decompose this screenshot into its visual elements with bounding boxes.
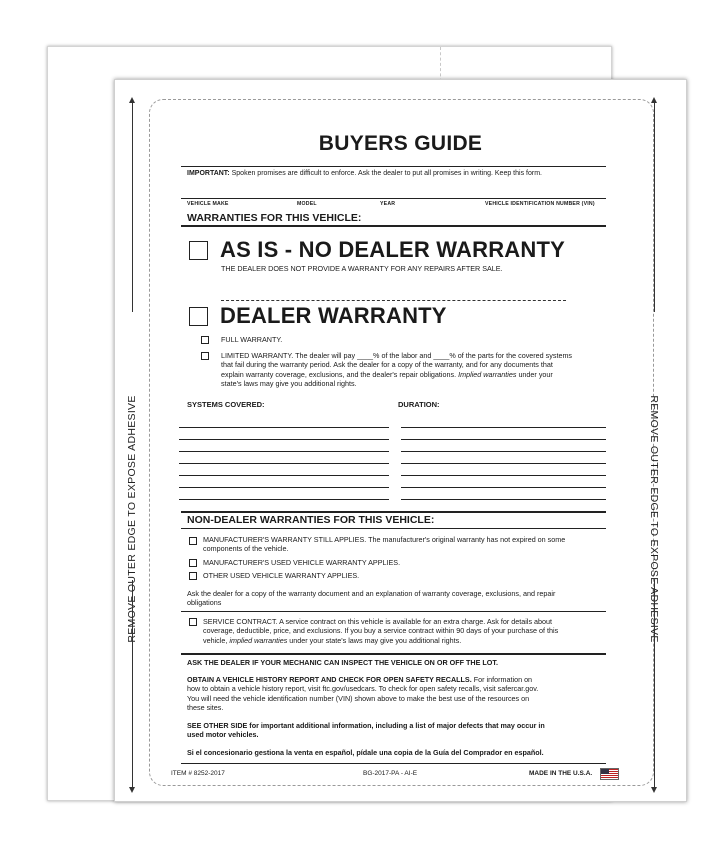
dealer-warranty-title: DEALER WARRANTY (220, 303, 447, 328)
history-line: You will need the vehicle identification number (VIN) shown above to make the best use of the resources on (187, 693, 530, 703)
important-label: IMPORTANT: (187, 170, 230, 177)
duration-line[interactable] (401, 499, 606, 500)
used-vehicle-warranty-text: MANUFACTURER'S USED VEHICLE WARRANTY APPLIES. (203, 558, 401, 567)
service-line: coverage, deductible, price, and exclusions. If you buy a service contract within 90 days of your purchase of this (203, 626, 559, 636)
as-is-subtitle: THE DEALER DOES NOT PROVIDE A WARRANTY FOR ANY REPAIRS AFTER SALE. (221, 264, 503, 273)
systems-line[interactable] (179, 499, 389, 500)
systems-line[interactable] (179, 463, 389, 464)
history-tail: For information on (473, 675, 533, 684)
systems-line[interactable] (179, 475, 389, 476)
divider (181, 528, 606, 529)
limited-line (221, 370, 621, 379)
form-code: BG-2017-PA - AI-E (363, 770, 418, 777)
service-line (203, 636, 608, 645)
implied-warranties-text: implied warranties (229, 635, 288, 645)
divider (181, 166, 606, 167)
divider (181, 763, 606, 764)
systems-line[interactable] (179, 439, 389, 440)
buyers-guide-sheet (114, 79, 687, 802)
duration-label: DURATION: (398, 400, 440, 409)
divider (181, 653, 606, 655)
limited-line: that fail during the warranty period. Ask the dealer for a copy of the warranty, and for any documents that (221, 360, 553, 370)
us-flag-icon (600, 768, 619, 780)
implied-warranties-text: Implied warranties (458, 369, 517, 379)
as-is-checkbox[interactable] (189, 241, 208, 260)
other-warranty-text: OTHER USED VEHICLE WARRANTY APPLIES. (203, 571, 360, 580)
divider (181, 511, 606, 513)
other-warranty-checkbox[interactable] (189, 572, 197, 580)
limited-warranty-checkbox[interactable] (201, 352, 209, 360)
duration-line[interactable] (401, 487, 606, 488)
as-is-title: AS IS - NO DEALER WARRANTY (220, 237, 565, 262)
warranties-heading: WARRANTIES FOR THIS VEHICLE: (187, 212, 362, 224)
arrow-down-icon (129, 787, 135, 793)
service-line: SERVICE CONTRACT. A service contract on this vehicle is available for an extra charge. Ask for details about (203, 617, 553, 626)
history-line (187, 675, 607, 684)
year-label: YEAR (380, 201, 396, 207)
manufacturer-warranty-text (203, 535, 603, 554)
history-line: how to obtain a vehicle history report, visit ftc.gov/usedcars. To check for open safety recalls, visit safercar.gov. (187, 684, 539, 694)
divider (181, 611, 606, 612)
history-text (187, 675, 607, 713)
service-contract-checkbox[interactable] (189, 618, 197, 626)
side-label-right: REMOVE OUTER EDGE TO EXPOSE ADHESIVE (648, 395, 660, 643)
spanish-text: Si el concesionario gestiona la venta en español, pídale una copia de la Guía del Comprador en español. (187, 748, 544, 757)
systems-line[interactable] (179, 427, 389, 428)
vin-label: VEHICLE IDENTIFICATION NUMBER (VIN) (485, 201, 595, 207)
important-text: Spoken promises are difficult to enforce. Ask the dealer to put all promises in writing. Keep this form. (231, 170, 542, 177)
service-line3-pre: vehicle, (203, 635, 228, 645)
page-title: BUYERS GUIDE (318, 132, 483, 155)
limited-tail: under your (518, 369, 553, 379)
full-warranty-checkbox[interactable] (201, 336, 209, 344)
duration-line[interactable] (401, 427, 606, 428)
arrow-line (132, 580, 133, 788)
vehicle-make-label: VEHICLE MAKE (187, 201, 229, 207)
ask-line: Ask the dealer for a copy of the warranty document and an explanation of warranty coverage, exclusions, and repair (187, 589, 556, 598)
systems-line[interactable] (179, 487, 389, 488)
arrow-up-icon (651, 97, 657, 103)
item-line: MANUFACTURER'S WARRANTY STILL APPLIES. The manufacturer's original warranty has not expired on some (203, 535, 566, 544)
ask-copy-text (187, 589, 607, 608)
limited-line: LIMITED WARRANTY. The dealer will pay ____% of the labor and ____% of the parts for the covered systems (221, 351, 573, 360)
limited-line-text: explain warranty coverage, exclusions, and the dealer's repair obligations. (221, 369, 457, 379)
service-contract-text (203, 617, 608, 645)
ask-line: obligations (187, 598, 222, 608)
full-warranty-label: FULL WARRANTY. (221, 335, 283, 344)
important-note (187, 169, 542, 178)
arrow-down-icon (651, 787, 657, 793)
other-side-line: SEE OTHER SIDE for important additional information, including a list of major defects that may occur in (187, 721, 545, 730)
duration-line[interactable] (401, 475, 606, 476)
limited-warranty-text (221, 351, 621, 389)
non-dealer-heading: NON-DEALER WARRANTIES FOR THIS VEHICLE: (187, 514, 435, 526)
duration-line[interactable] (401, 439, 606, 440)
item-line: components of the vehicle. (203, 544, 289, 554)
side-label-left: REMOVE OUTER EDGE TO EXPOSE ADHESIVE (126, 395, 138, 643)
history-line: these sites. (187, 703, 224, 713)
systems-line[interactable] (179, 451, 389, 452)
dealer-warranty-checkbox[interactable] (189, 307, 208, 326)
duration-line[interactable] (401, 463, 606, 464)
service-line3-post: under your state's laws may give you additional rights. (289, 635, 462, 645)
item-number: ITEM # 8252-2017 (171, 770, 225, 777)
model-label: MODEL (297, 201, 317, 207)
other-side-text (187, 721, 607, 740)
history-bold: OBTAIN A VEHICLE HISTORY REPORT AND CHECK FOR OPEN SAFETY RECALLS. (187, 675, 472, 684)
mechanic-text: ASK THE DEALER IF YOUR MECHANIC CAN INSPECT THE VEHICLE ON OR OFF THE LOT. (187, 658, 498, 667)
used-vehicle-warranty-checkbox[interactable] (189, 559, 197, 567)
systems-covered-label: SYSTEMS COVERED: (187, 400, 265, 409)
dashed-divider (221, 300, 566, 301)
arrow-up-icon (129, 97, 135, 103)
made-in-usa: MADE IN THE U.S.A. (529, 770, 593, 777)
manufacturer-warranty-checkbox[interactable] (189, 537, 197, 545)
divider (181, 225, 606, 227)
arrow-line (654, 580, 655, 788)
limited-line: state's laws may give you additional rights. (221, 379, 357, 389)
duration-line[interactable] (401, 451, 606, 452)
other-side-line: used motor vehicles. (187, 730, 259, 740)
vehicle-line (181, 198, 606, 199)
